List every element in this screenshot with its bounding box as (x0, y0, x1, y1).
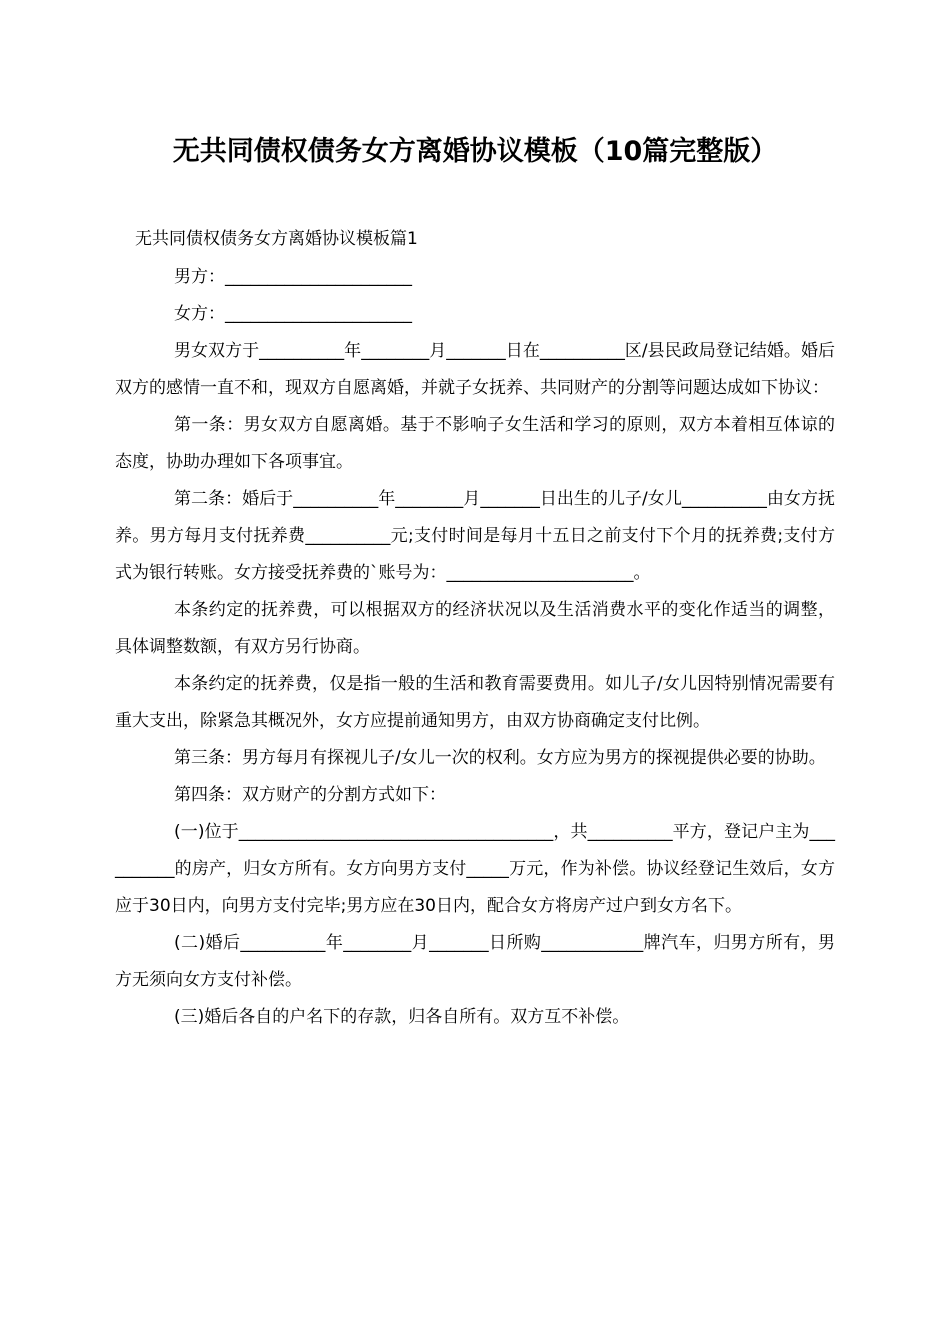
document-title: 无共同债权债务女方离婚协议模板（10篇完整版） (172, 136, 778, 167)
paragraph-article-2: 第二条：婚后于__________年________月_______日出生的儿子/女儿__________由女方抚养。男方每月支付抚养费__________元;支付时间是每月十五日之前支付下个月的抚养费;支付方式为银行转账。女方接受抚养费的`账号为：______________________。 (115, 489, 835, 583)
paragraph-support-scope: 本条约定的抚养费，仅是指一般的生活和教育需要费用。如儿子/女儿因特别情况需要有重大支出，除紧急其概况外，女方应提前通知男方，由双方协商确定支付比例。 (115, 674, 835, 731)
paragraph-article-4: 第四条：双方财产的分割方式如下： (174, 785, 446, 805)
agreement-body (115, 259, 835, 1036)
paragraph-marriage-registration: 男女双方于__________年________月_______日在__________区/县民政局登记结婚。婚后双方的感情一直不和，现双方自愿离婚，并就子女抚养、共同财产的分割等问题达成如下协议： (115, 341, 835, 398)
paragraph-property-savings: (三)婚后各自的户名下的存款，归各自所有。双方互不补偿。 (174, 1007, 630, 1027)
paragraph-article-3: 第三条：男方每月有探视儿子/女儿一次的权利。女方应为男方的探视提供必要的协助。 (174, 748, 826, 768)
section-heading: 无共同债权债务女方离婚协议模板篇1 (135, 229, 418, 249)
paragraph-property-car: (二)婚后__________年________月_______日所购____________牌汽车，归男方所有，男方无须向女方支付补偿。 (115, 933, 835, 990)
paragraph-article-1: 第一条：男女双方自愿离婚。基于不影响子女生活和学习的原则，双方本着相互体谅的态度，协助办理如下各项事宜。 (115, 415, 835, 472)
paragraph-property-house: (一)位于_____________________________________，共__________平方，登记户主为__________的房产，归女方所有。女方向男方支付_____万元，作为补偿。协议经登记生效后，女方应于30日内，向男方支付完毕;男方应在30日内，配合女方将房产过户到女方名下。 (115, 822, 835, 916)
paragraph-male-party: 男方：______________________ (174, 267, 412, 287)
paragraph-female-party: 女方：______________________ (174, 304, 412, 324)
paragraph-support-adjustment: 本条约定的抚养费，可以根据双方的经济状况以及生活消费水平的变化作适当的调整，具体调整数额，有双方另行协商。 (115, 600, 835, 657)
